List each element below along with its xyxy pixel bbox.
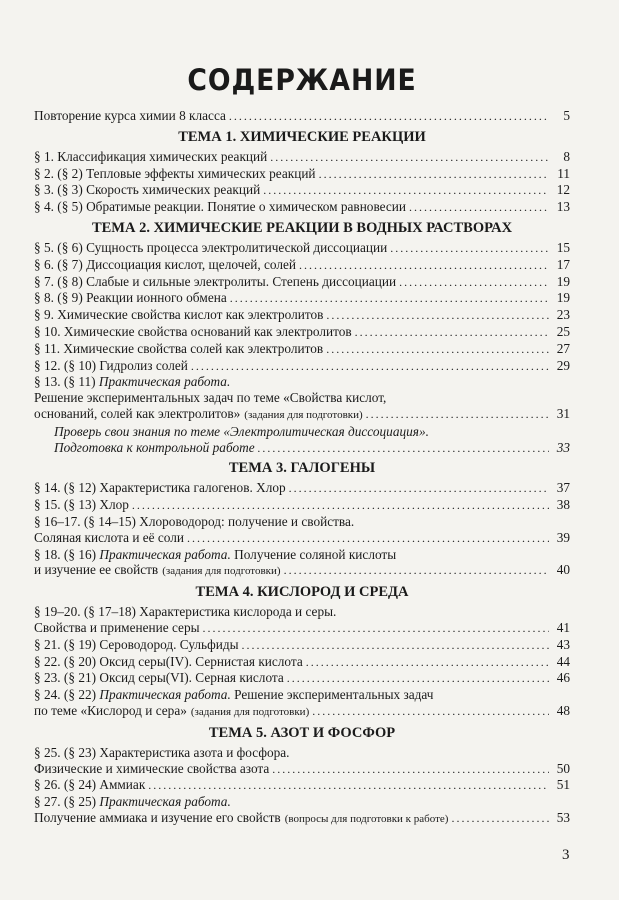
section-heading: ТЕМА 3. ГАЛОГЕНЫ <box>228 460 376 477</box>
leader-dots <box>409 200 549 216</box>
entry-text: § 19–20. (§ 17–18) Характеристика кислорода и серы. <box>34 604 337 620</box>
entry-page: 25 <box>556 323 570 339</box>
entry-text: § 25. (§ 23) Характеристика азота и фосфора. <box>34 744 290 760</box>
toc-entry <box>34 274 570 291</box>
toc-entry <box>34 374 570 390</box>
entry-italic: Практическая работа. <box>99 687 231 703</box>
toc-entry <box>34 257 570 274</box>
entry-prefix: § 27. (§ 25) <box>34 794 100 810</box>
entry-text: и изучение ее свойств <box>34 562 159 578</box>
entry-italic: Практическая работа. <box>99 546 231 562</box>
entry-page: 15 <box>556 239 570 255</box>
toc-entry <box>34 562 570 580</box>
toc-entry <box>34 182 570 199</box>
toc-entry <box>34 166 570 183</box>
entry-text: § 21. (§ 19) Сероводород. Сульфиды <box>34 636 239 652</box>
entry-italic: Практическая работа. <box>99 794 231 810</box>
entry-text: § 16–17. (§ 14–15) Хлороводород: получение и свойства. <box>34 513 355 529</box>
leader-dots <box>355 325 549 341</box>
entry-page: 19 <box>556 290 570 306</box>
entry-page: 23 <box>556 307 570 323</box>
entry-page: 40 <box>556 562 570 578</box>
toc-entry <box>34 341 570 358</box>
entry-page: 44 <box>556 653 570 669</box>
entry-prefix: § 13. (§ 11) <box>34 374 99 390</box>
toc-entry <box>34 620 570 637</box>
leader-dots <box>326 342 549 358</box>
toc-entry <box>34 199 570 216</box>
toc-entry <box>34 794 570 810</box>
toc-entry <box>34 810 570 828</box>
entry-page: 46 <box>556 670 570 686</box>
entry-text: § 12. (§ 10) Гидролиз солей <box>34 357 188 373</box>
toc-entry <box>34 108 570 125</box>
toc-entry <box>34 703 570 721</box>
entry-page: 37 <box>556 480 570 496</box>
entry-text: Соляная кислота и её соли <box>34 529 185 545</box>
leader-dots <box>187 531 549 547</box>
entry-text: Решение экспериментальных задач по теме «Свойства кислот, <box>34 390 387 406</box>
leader-dots <box>390 241 549 257</box>
leader-dots <box>258 441 549 457</box>
toc-entry <box>34 514 570 530</box>
toc-entry <box>34 687 570 703</box>
entry-text: Получение аммиака и изучение его свойств <box>34 809 281 825</box>
entry-text: § 7. (§ 8) Слабые и сильные электролиты. Степень диссоциации <box>34 273 397 289</box>
entry-page: 12 <box>556 182 570 198</box>
leader-dots <box>242 638 549 654</box>
entry-page: 8 <box>563 148 570 164</box>
toc-entry <box>34 497 570 514</box>
entry-page: 41 <box>556 619 570 635</box>
entry-text: § 6. (§ 7) Диссоциация кислот, щелочей, солей <box>34 256 297 272</box>
leader-dots <box>306 655 549 671</box>
leader-dots <box>148 778 549 794</box>
toc-entry <box>34 240 570 257</box>
leader-dots <box>270 150 549 166</box>
toc-entry <box>34 440 570 457</box>
toc-themes <box>34 125 570 828</box>
entry-rest: Решение экспериментальных задач <box>230 687 434 703</box>
leader-dots <box>263 183 549 199</box>
entry-text: Физические и химические свойства азота <box>34 760 270 776</box>
leader-dots <box>319 167 549 183</box>
toc-entry <box>34 290 570 307</box>
entry-page: 13 <box>556 199 570 215</box>
toc-entry <box>34 654 570 671</box>
entry-text: § 11. Химические свойства солей как электролитов <box>34 340 324 356</box>
toc-entry <box>34 358 570 375</box>
entry-prefix: § 24. (§ 22) <box>34 687 100 703</box>
entry-italic: Практическая работа. <box>98 374 231 390</box>
section-heading: ТЕМА 4. КИСЛОРОД И СРЕДА <box>195 584 409 601</box>
section-heading: ТЕМА 5. АЗОТ И ФОСФОР <box>208 724 396 741</box>
entry-page: 50 <box>556 760 570 776</box>
leader-dots <box>399 275 549 291</box>
toc-page <box>34 60 570 828</box>
entry-page: 51 <box>556 777 570 793</box>
toc-entry <box>34 777 570 794</box>
entry-text: § 22. (§ 20) Оксид серы(IV). Сернистая кислота <box>34 653 303 669</box>
leader-dots <box>272 762 549 778</box>
entry-text: оснований, солей как электролитов» <box>34 405 241 421</box>
toc-entry <box>34 670 570 687</box>
entry-page: 31 <box>556 405 570 421</box>
leader-dots <box>312 704 549 720</box>
entry-note: (задания для подготовки) <box>190 705 310 718</box>
leader-dots <box>326 308 549 324</box>
entry-text: Свойства и применение серы <box>34 619 200 635</box>
entry-page: 29 <box>556 357 570 373</box>
entry-page: 33 <box>556 439 570 455</box>
entry-text: § 4. (§ 5) Обратимые реакции. Понятие о химическом равновесии <box>34 199 407 215</box>
entry-prefix: § 18. (§ 16) <box>34 546 100 562</box>
entry-page: 27 <box>556 340 570 356</box>
toc-entry <box>34 480 570 497</box>
page-number: 3 <box>562 847 570 863</box>
entry-text: § 15. (§ 13) Хлор <box>34 497 129 513</box>
toc-entry <box>34 637 570 654</box>
toc-entry <box>34 390 570 406</box>
entry-page: 53 <box>556 809 570 825</box>
entry-text: § 26. (§ 24) Аммиак <box>34 777 146 793</box>
section-heading: ТЕМА 2. ХИМИЧЕСКИЕ РЕАКЦИИ В ВОДНЫХ РАСТВОРАХ <box>91 219 513 236</box>
entry-note: (задания для подготовки) <box>244 408 363 421</box>
section-heading: ТЕМА 1. ХИМИЧЕСКИЕ РЕАКЦИИ <box>178 128 426 145</box>
entry-text: § 1. Классификация химических реакций <box>34 148 268 164</box>
entry-text: § 5. (§ 6) Сущность процесса электролитической диссоциации <box>34 239 388 255</box>
toc-entry <box>34 324 570 341</box>
entry-page: 48 <box>556 702 570 718</box>
entry-page: 38 <box>556 497 570 513</box>
leader-dots <box>289 481 549 497</box>
entry-text: § 9. Химические свойства кислот как электролитов <box>34 307 324 323</box>
toc-entry <box>34 530 570 547</box>
entry-text: Повторение курса химии 8 класса <box>34 108 226 123</box>
leader-dots <box>284 563 549 579</box>
leader-dots <box>230 291 549 307</box>
leader-dots <box>299 258 549 274</box>
entry-text: § 10. Химические свойства оснований как электролитов <box>34 323 352 339</box>
leader-dots <box>366 407 549 423</box>
entry-text: § 8. (§ 9) Реакции ионного обмена <box>34 290 227 306</box>
toc-entry <box>34 547 570 563</box>
entry-page: 39 <box>556 529 570 545</box>
page-title: СОДЕРЖАНИЕ <box>187 63 417 97</box>
leader-dots <box>191 359 549 375</box>
entry-text: § 2. (§ 2) Тепловые эффекты химических реакций <box>34 165 316 181</box>
entry-page: 11 <box>557 165 570 181</box>
toc-entry <box>34 406 570 424</box>
entry-text: § 3. (§ 3) Скорость химических реакций <box>34 182 261 198</box>
entry-note: (задания для подготовки) <box>162 565 281 578</box>
leader-dots <box>287 671 549 687</box>
entry-text: Проверь свои знания по теме «Электролитическая диссоциация». <box>54 423 429 439</box>
entry-text: по теме «Кислород и сера» <box>34 702 187 718</box>
entry-page: 43 <box>556 636 570 652</box>
entry-page: 19 <box>556 273 570 289</box>
toc-entry <box>34 745 570 761</box>
leader-dots <box>203 621 549 637</box>
entry-page: 17 <box>556 256 570 272</box>
entry-text: Подготовка к контрольной работе <box>54 439 255 455</box>
leader-dots <box>132 498 549 514</box>
toc-entry <box>34 604 570 620</box>
entry-text: § 23. (§ 21) Оксид серы(VI). Серная кислота <box>34 670 284 686</box>
entry-note: (вопросы для подготовки к работе) <box>284 812 449 825</box>
leader-dots <box>451 811 549 827</box>
entry-page: 5 <box>563 108 570 123</box>
leader-dots <box>229 109 549 125</box>
toc-entry <box>34 149 570 166</box>
toc-entry <box>34 307 570 324</box>
toc-entry <box>34 761 570 778</box>
entry-text: § 14. (§ 12) Характеристика галогенов. Хлор <box>34 480 286 496</box>
entry-rest: Получение соляной кислоты <box>230 546 397 562</box>
toc-entry <box>34 424 570 440</box>
